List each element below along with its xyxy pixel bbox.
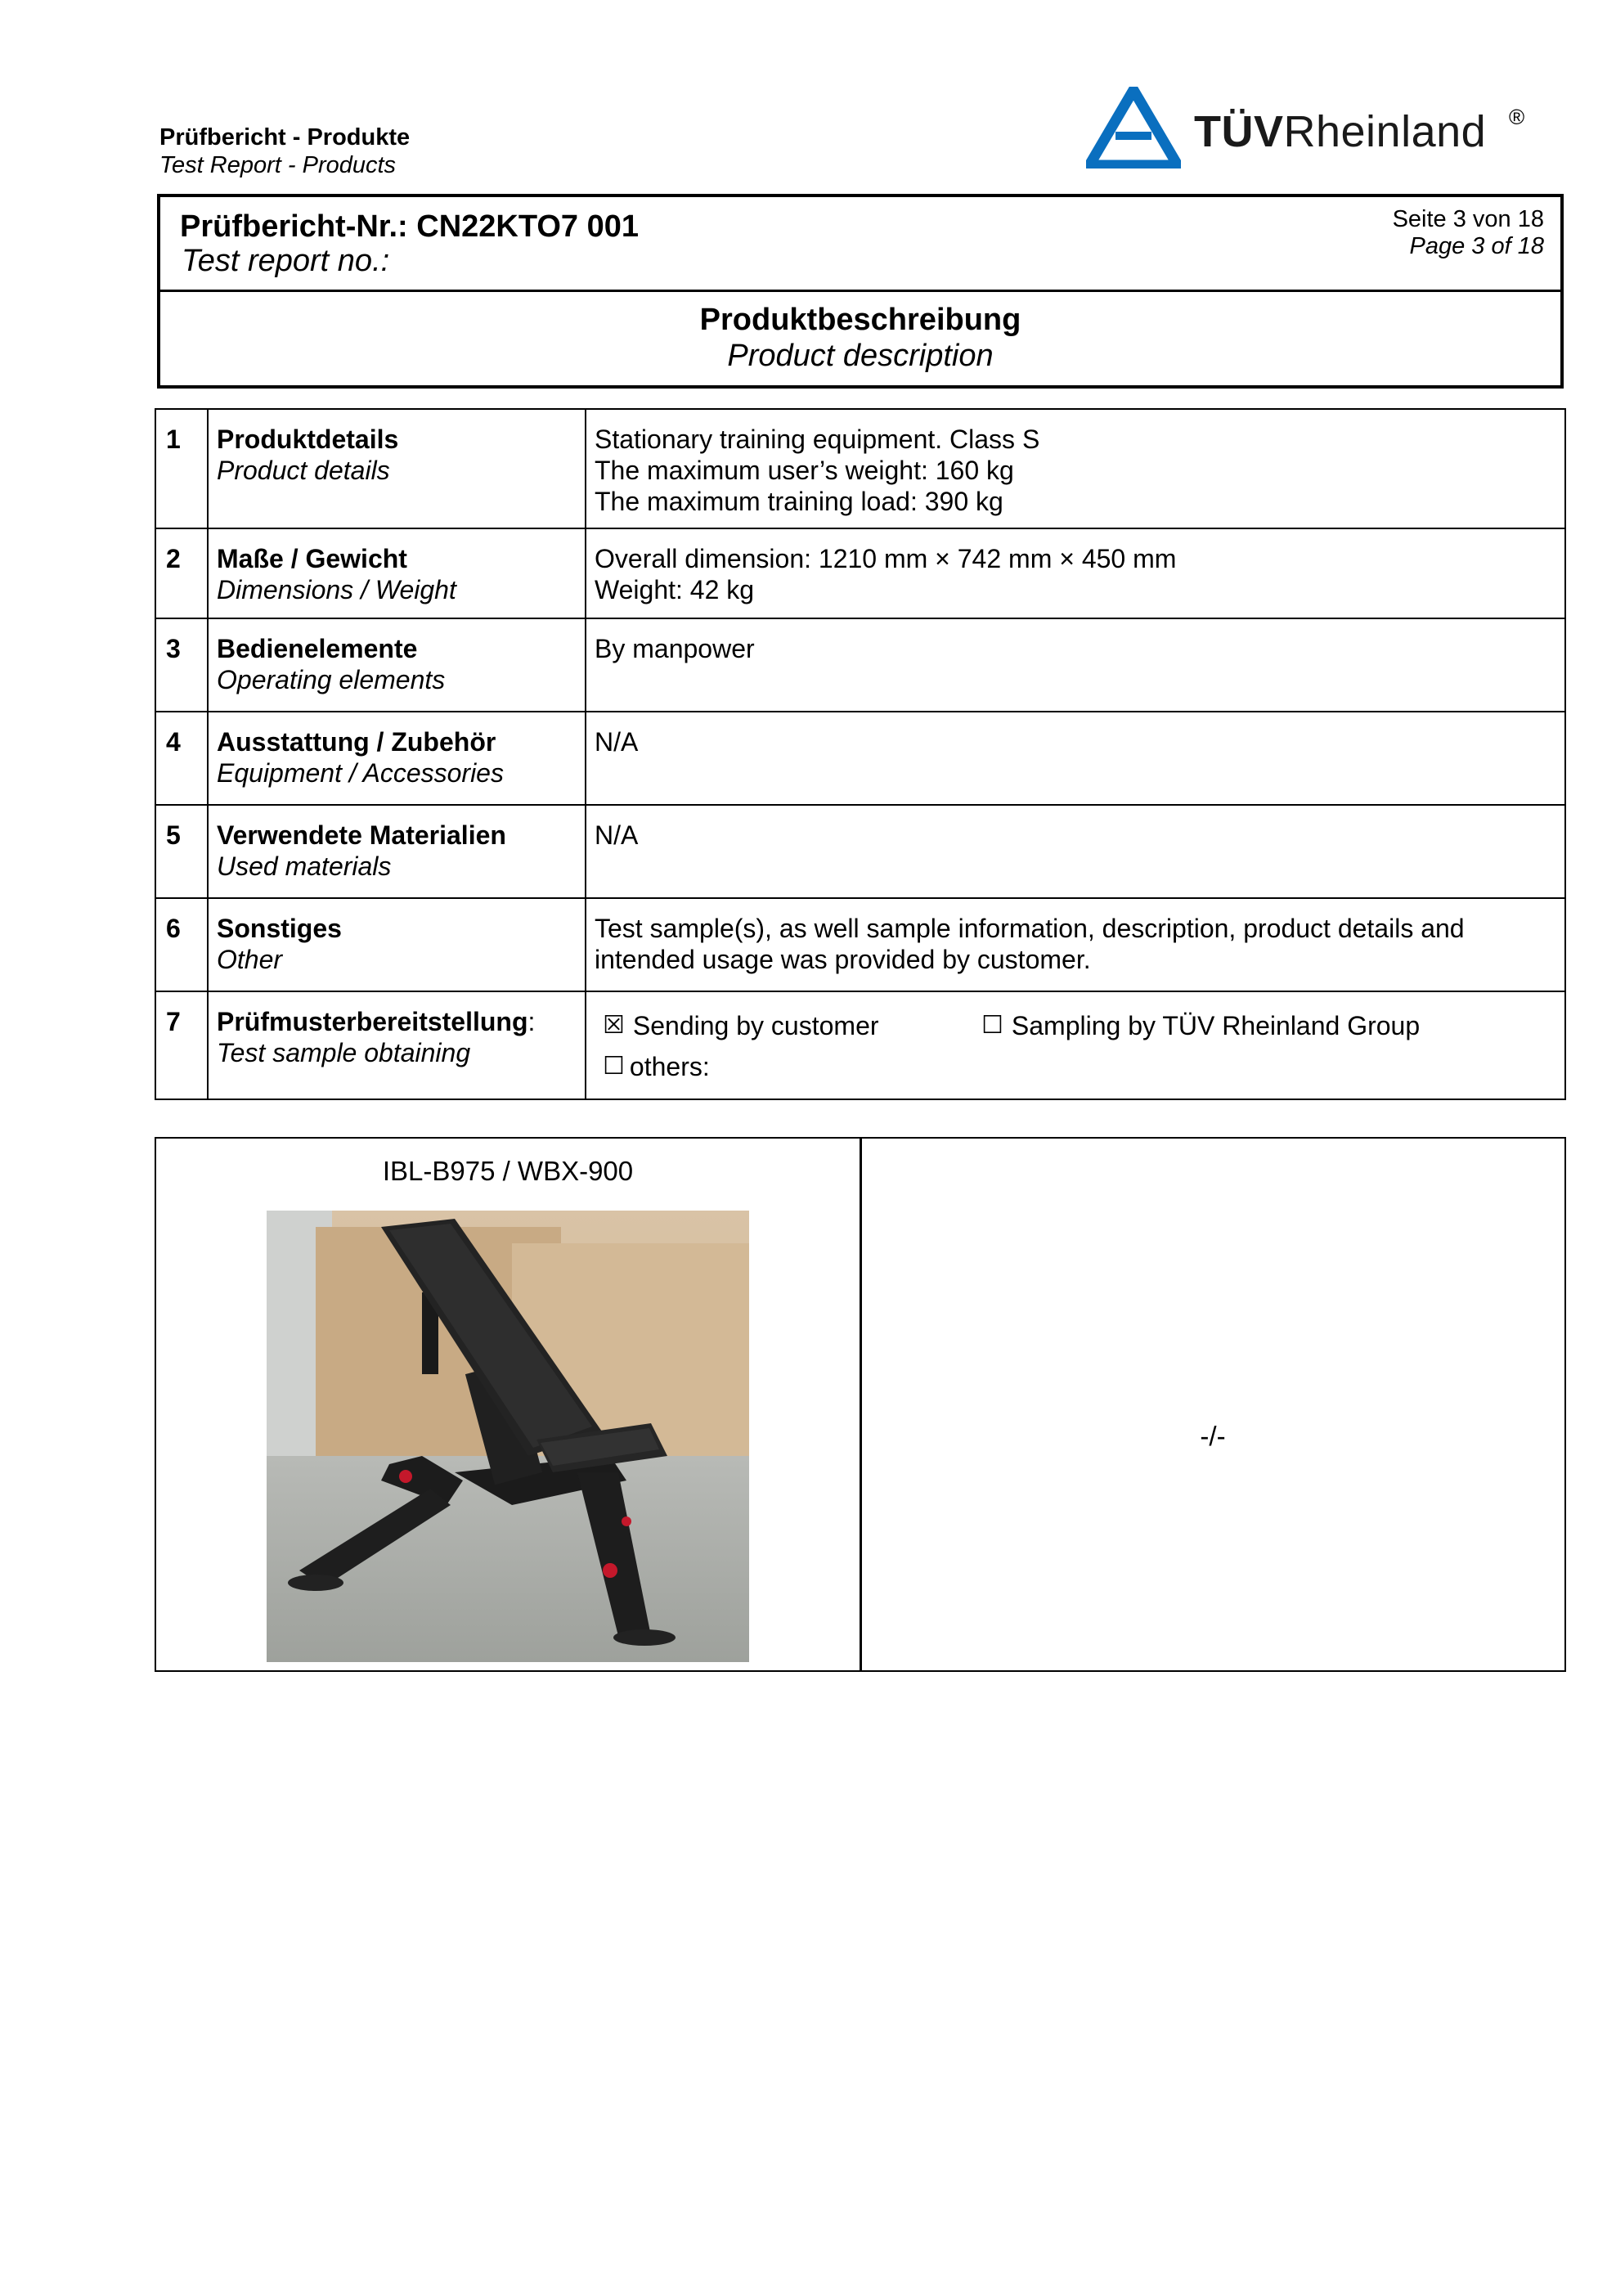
table-row	[155, 409, 1565, 528]
brand-bold: TÜV	[1194, 107, 1284, 156]
label-de: Produktdetails	[217, 425, 399, 454]
label-en: Used materials	[217, 851, 392, 881]
header-title-en: Test Report - Products	[159, 152, 397, 178]
row-label	[208, 618, 586, 712]
checked-box-icon[interactable]: ☒	[603, 1011, 625, 1040]
option-label: Sending by customer	[632, 1011, 879, 1040]
label-de-suffix: :	[527, 1007, 536, 1036]
row-number: 4	[155, 712, 208, 805]
label-en: Test sample obtaining	[217, 1038, 471, 1067]
value-line: Stationary training equipment. Class S	[595, 425, 1040, 454]
row-label	[208, 805, 586, 898]
product-details-table	[155, 408, 1566, 1100]
photo-table-divider	[860, 1137, 862, 1672]
row-value	[586, 409, 1565, 528]
option-sending-by-customer[interactable]	[595, 1010, 981, 1041]
tuv-logo-icon	[1086, 87, 1181, 168]
row-number: 5	[155, 805, 208, 898]
report-header-divider	[157, 290, 1564, 292]
option-label: Sampling by TÜV Rheinland Group	[1011, 1011, 1421, 1040]
product-photo-weight-bench	[267, 1211, 749, 1662]
value-line: By manpower	[595, 634, 755, 663]
option-label: others:	[629, 1052, 710, 1081]
header-title-de: Prüfbericht - Produkte	[159, 124, 411, 151]
table-row	[155, 805, 1565, 898]
table-row	[155, 712, 1565, 805]
value-line: intended usage was provided by customer.	[595, 945, 1091, 974]
row-value	[586, 528, 1565, 618]
value-line: The maximum user’s weight: 160 kg	[595, 456, 1014, 485]
label-en: Operating elements	[217, 665, 446, 694]
registered-mark: ®	[1509, 105, 1525, 129]
label-de-text: Prüfmusterbereitstellung	[217, 1007, 528, 1036]
unchecked-box-icon[interactable]: ☐	[981, 1011, 1003, 1040]
value-line: N/A	[595, 727, 639, 757]
row-value	[586, 618, 1565, 712]
row-number: 2	[155, 528, 208, 618]
row-value	[586, 991, 1565, 1099]
label-de: Sonstiges	[217, 914, 342, 943]
value-line: Overall dimension: 1210 mm × 742 mm × 450 mm	[595, 544, 1177, 573]
table-row	[155, 618, 1565, 712]
report-number-de: Prüfbericht-Nr.: CN22KTO7 001	[180, 209, 640, 244]
table-row	[155, 991, 1565, 1099]
value-line: N/A	[595, 820, 639, 850]
model-caption: IBL-B975 / WBX-900	[382, 1156, 634, 1186]
label-de: Maße / Gewicht	[217, 544, 407, 573]
row-label	[208, 991, 586, 1099]
label-en: Product details	[217, 456, 390, 485]
value-line: Test sample(s), as well sample information, description, product details and	[595, 914, 1465, 943]
table-row	[155, 528, 1565, 618]
value-line: Weight: 42 kg	[595, 575, 755, 604]
label-de: Ausstattung / Zubehör	[217, 727, 496, 757]
section-title-de: Produktbeschreibung	[699, 303, 1021, 337]
option-others[interactable]	[595, 1051, 710, 1082]
value-line: The maximum training load: 390 kg	[595, 487, 1003, 516]
page-number-en: Page 3 of 18	[1409, 233, 1544, 259]
label-en: Other	[217, 945, 283, 974]
label-de	[217, 1006, 577, 1037]
row-number: 6	[155, 898, 208, 991]
row-number: 7	[155, 991, 208, 1099]
options-row	[595, 1010, 1556, 1041]
options-row	[595, 1051, 1556, 1082]
label-de: Verwendete Materialien	[217, 820, 506, 850]
table-row	[155, 898, 1565, 991]
label-en: Dimensions / Weight	[217, 575, 456, 604]
page-number-de: Seite 3 von 18	[1392, 206, 1544, 232]
brand-regular: Rheinland	[1283, 107, 1487, 156]
row-value	[586, 805, 1565, 898]
row-number: 3	[155, 618, 208, 712]
unchecked-box-icon[interactable]: ☐	[603, 1052, 625, 1081]
row-label	[208, 528, 586, 618]
row-label	[208, 409, 586, 528]
row-label	[208, 712, 586, 805]
section-title-en: Product description	[727, 339, 994, 373]
row-number: 1	[155, 409, 208, 528]
report-number-en: Test report no.:	[182, 244, 390, 278]
empty-photo-placeholder: -/-	[1200, 1421, 1226, 1451]
label-de: Bedienelemente	[217, 634, 418, 663]
label-en: Equipment / Accessories	[217, 758, 504, 788]
row-value	[586, 898, 1565, 991]
option-sampling-by-tuv[interactable]	[981, 1010, 1420, 1041]
row-label	[208, 898, 586, 991]
row-value	[586, 712, 1565, 805]
tuv-logo-text	[1194, 106, 1486, 157]
